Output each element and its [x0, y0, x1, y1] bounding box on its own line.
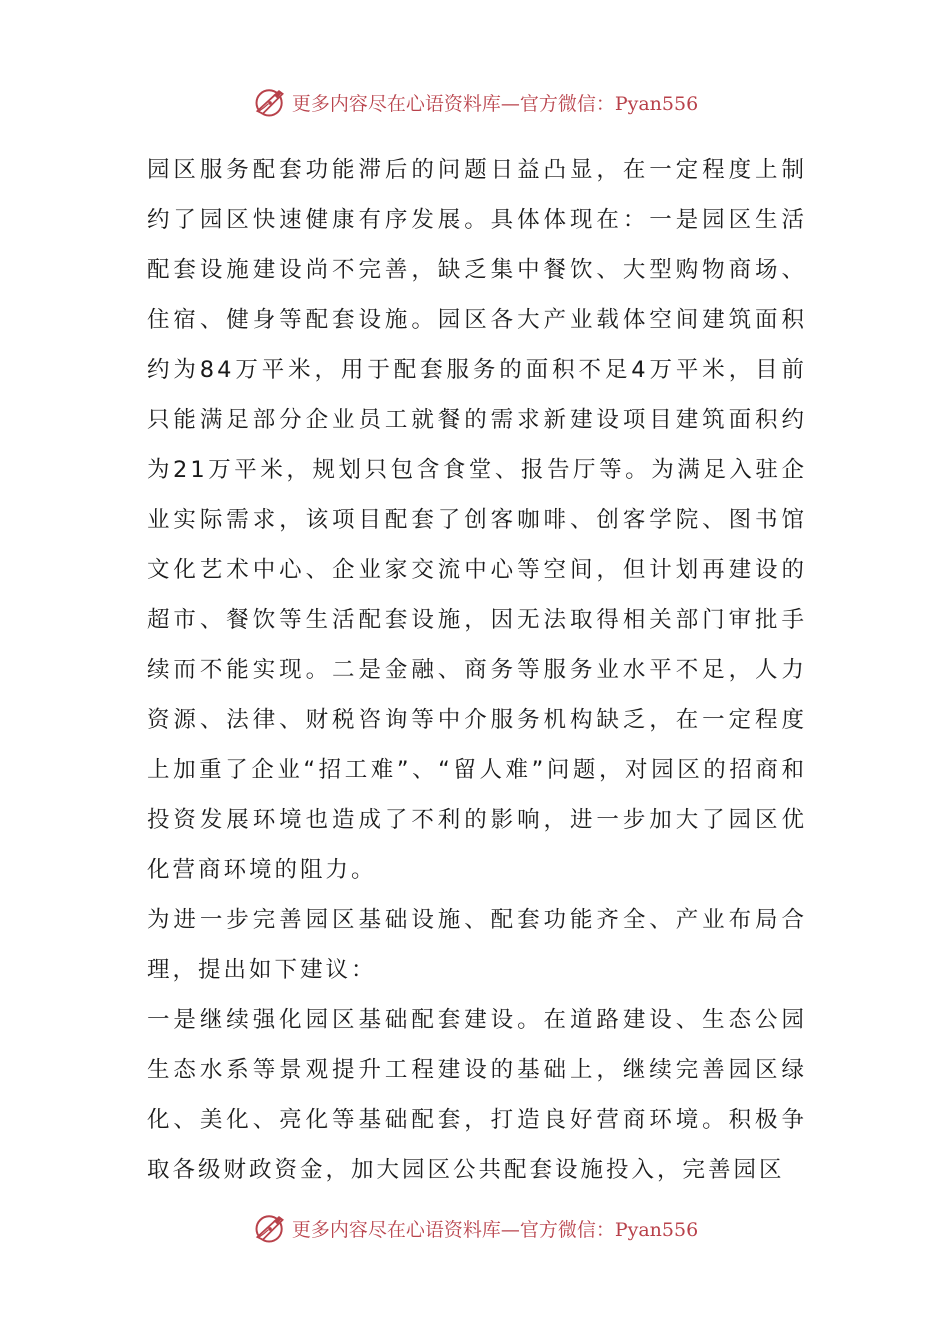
body-paragraph-1: 园区服务配套功能滞后的问题日益凸显，在一定程度上制约了园区快速健康有序发展。具体体现在：一是园区生活配套设施建设尚不完善，缺乏集中餐饮、大型购物商场、住宿、健身等配套设施。园区各大产业载体空间建筑面积约为84万平米，用于配套服务的面积不足4万平米，目前只能满足部分企业员工就餐的需求新建设项目建筑面积约为21万平米，规划只包含食堂、报告厅等。为满足入驻企业实际需求，该项目配套了创客咖啡、创客学院、图书馆文化艺术中心、企业家交流中心等空间，但计划再建设的超市、餐饮等生活配套设施，因无法取得相关部门审批手续而不能实现。二是金融、商务等服务业水平不足，人力资源、法律、财税咨询等中介服务机构缺乏，在一定程度上加重了企业“招工难”、“留人难”问题，对园区的招商和投资发展环境也造成了不利的影响，进一步加大了园区优化营商环境的阻力。	[147, 157, 807, 883]
body-paragraph-3: 一是继续强化园区基础配套建设。在道路建设、生态公园生态水系等景观提升工程建设的基础上，继续完善园区绿化、美化、亮化等基础配套，打造良好营商环境。积极争取各级财政资金，加大园区公共配套设施投入，完善园区	[147, 1007, 807, 1183]
body-paragraph-2: 为进一步完善园区基础设施、配套功能齐全、产业布局合理，提出如下建议：	[147, 907, 807, 983]
footer-watermark-banner	[0, 1208, 950, 1248]
header-watermark-banner	[0, 82, 950, 122]
header-banner-text: 更多内容尽在心语资料库—官方微信：Pyan556	[291, 92, 699, 115]
footer-banner-text: 更多内容尽在心语资料库—官方微信：Pyan556	[291, 1218, 699, 1241]
pen-nib-logo-icon	[252, 1210, 288, 1246]
document-body	[147, 145, 807, 1195]
pen-nib-logo-icon	[252, 84, 288, 120]
